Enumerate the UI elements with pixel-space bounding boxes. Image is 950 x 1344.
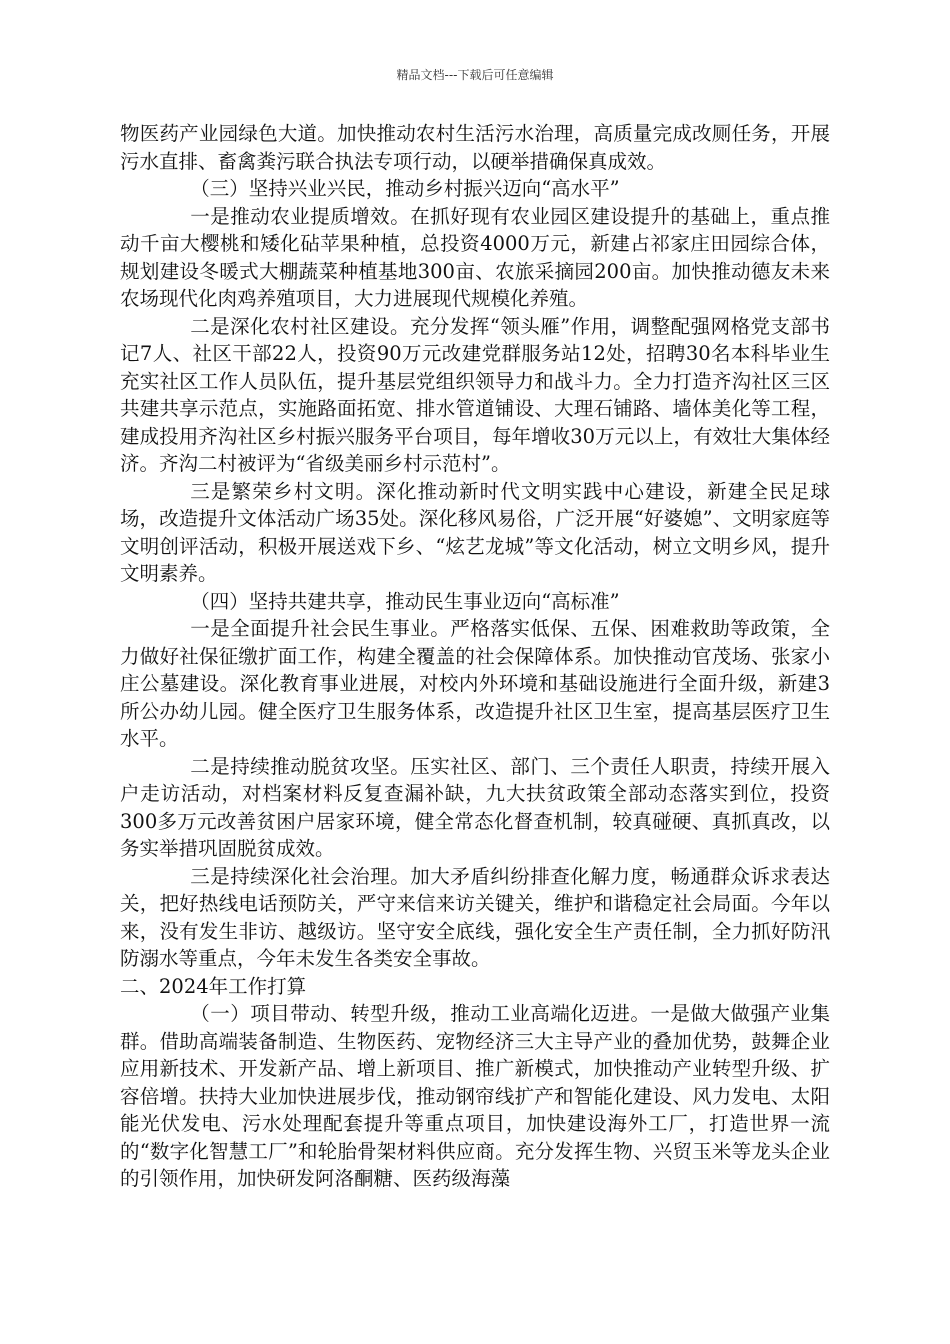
paragraph: 一是全面提升社会民生事业。严格落实低保、五保、困难救助等政策，全力做好社保征缴扩面工作，构建全覆盖的社会保障体系。加快推动官茂场、张家小庄公墓建设。深化教育事业进展，对校内外环境和基础设施进行全面升级，新建3所公办幼儿园。健全医疗卫生服务体系，改造提升社区卫生室，提高基层医疗卫生水平。 (120, 617, 830, 750)
paragraph: 三是繁荣乡村文明。深化推动新时代文明实践中心建设，新建全民足球场，改造提升文体活动广场35处。深化移风易俗，广泛开展“好婆媳”、文明家庭等文明创评活动，积极开展送戏下乡、“炫艺龙城”等文化活动，树立文明乡风，提升文明素养。 (120, 479, 830, 585)
document-body (120, 120, 830, 1193)
page-header: 精品文档---下载后可任意编辑 (396, 68, 554, 82)
paragraph: 二、2024年工作打算 (120, 974, 307, 998)
paragraph: （一）项目带动、转型升级，推动工业高端化迈进。一是做大做强产业集群。借助高端装备制造、生物医药、宠物经济三大主导产业的叠加优势，鼓舞企业应用新技术、开发新产品、增上新项目、推广新模式，加快推动产业转型升级、扩容倍增。扶持大业加快进展步伐，推动钢帘线扩产和智能化建设、风力发电、太阳能光伏发电、污水处理配套提升等重点项目，加快建设海外工厂，打造世界一流的“数字化智慧工厂”和轮胎骨架材料供应商。充分发挥生物、兴贸玉米等龙头企业的引领作用，加快研发阿洛酮糖、医药级海藻 (120, 1002, 830, 1190)
paragraph: 三是持续深化社会治理。加大矛盾纠纷排查化解力度，畅通群众诉求表达关，把好热线电话预防关，严守来信来访关键关，维护和谐稳定社会局面。今年以来，没有发生非访、越级访。坚守安全底线，强化安全生产责任制，全力抓好防汛防溺水等重点，今年未发生各类安全事故。 (120, 864, 830, 970)
paragraph: （四）坚持共建共享，推动民生事业迈向“高标准” (190, 589, 620, 613)
paragraph: 一是推动农业提质增效。在抓好现有农业园区建设提升的基础上，重点推动千亩大樱桃和矮化砧苹果种植，总投资4000万元，新建占祁家庄田园综合体，规划建设冬暖式大棚蔬菜种植基地300亩、农旅采摘园200亩。加快推动德友未来农场现代化肉鸡养殖项目，大力进展现代规模化养殖。 (120, 204, 830, 310)
paragraph: 二是深化农村社区建设。充分发挥“领头雁”作用，调整配强网格党支部书记7人、社区干部22人，投资90万元改建党群服务站12处，招聘30名本科毕业生充实社区工作人员队伍，提升基层党组织领导力和战斗力。全力打造齐沟社区三区共建共享示范点，实施路面拓宽、排水管道铺设、大理石铺路、墙体美化等工程，建成投用齐沟社区乡村振兴服务平台项目，每年增收30万元以上，有效壮大集体经济。齐沟二村被评为“省级美丽乡村示范村”。 (120, 314, 830, 475)
paragraph: 物医药产业园绿色大道。加快推动农村生活污水治理，高质量完成改厕任务，开展污水直排、畜禽粪污联合执法专项行动，以硬举措确保真成效。 (120, 122, 830, 173)
paragraph: （三）坚持兴业兴民，推动乡村振兴迈向“高水平” (190, 177, 620, 200)
paragraph: 二是持续推动脱贫攻坚。压实社区、部门、三个责任人职责，持续开展入户走访活动，对档案材料反复查漏补缺，九大扶贫政策全部动态落实到位，投资300多万元改善贫困户居家环境，健全常态化督查机制，较真碰硬、真抓真改，以务实举措巩固脱贫成效。 (120, 754, 830, 860)
